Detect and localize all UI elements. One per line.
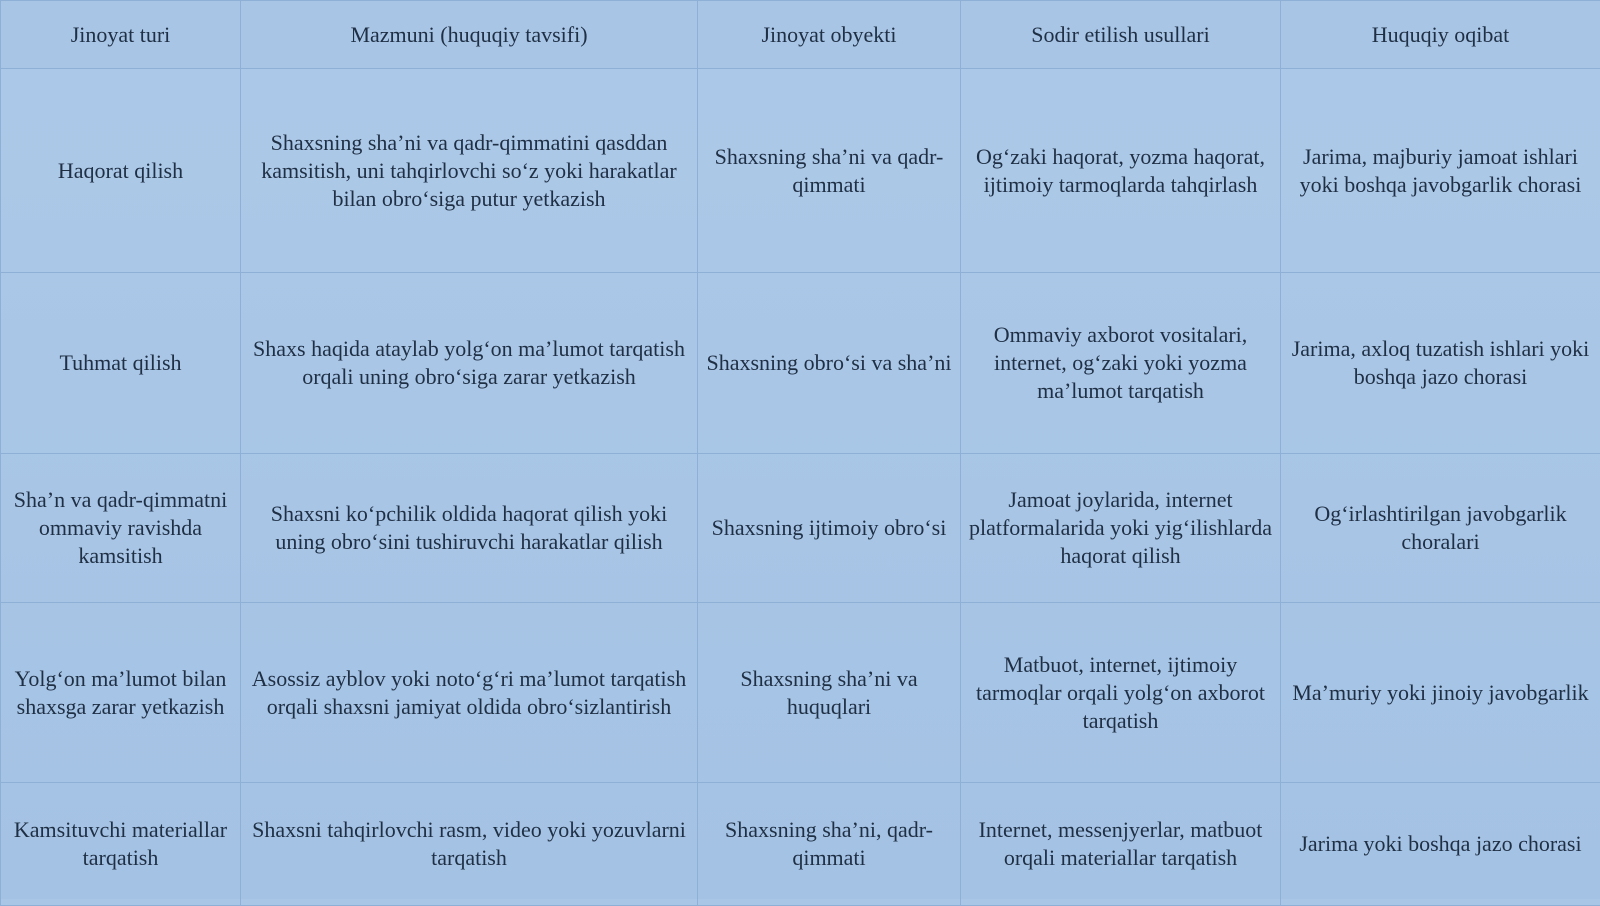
cell-methods: Jamoat joylarida, internet platformalarida yoki yig‘ilishlarda haqorat qilish: [961, 454, 1281, 603]
table-header: [1, 1, 1600, 69]
cell-crime-object: Shaxsning obro‘si va sha’ni: [698, 273, 961, 454]
table-row: [1, 454, 1600, 603]
cell-content: Asossiz ayblov yoki noto‘g‘ri ma’lumot tarqatish orqali shaxsni jamiyat oldida obro‘sizlantirish: [241, 603, 698, 783]
header-crime-type: Jinoyat turi: [1, 1, 241, 69]
cell-crime-object: Shaxsning ijtimoiy obro‘si: [698, 454, 961, 603]
table-row: [1, 273, 1600, 454]
header-methods: Sodir etilish usullari: [961, 1, 1281, 69]
cell-legal-consequence: Jarima, axloq tuzatish ishlari yoki boshqa jazo chorasi: [1281, 273, 1600, 454]
cell-legal-consequence: Jarima, majburiy jamoat ishlari yoki boshqa javobgarlik chorasi: [1281, 69, 1600, 273]
cell-content: Shaxsning sha’ni va qadr-qimmatini qasddan kamsitish, uni tahqirlovchi so‘z yoki harakatlar bilan obro‘siga putur yetkazish: [241, 69, 698, 273]
header-content: Mazmuni (huquqiy tavsifi): [241, 1, 698, 69]
cell-crime-type: Yolg‘on ma’lumot bilan shaxsga zarar yetkazish: [1, 603, 241, 783]
cell-content: Shaxsni ko‘pchilik oldida haqorat qilish yoki uning obro‘sini tushiruvchi harakatlar qilish: [241, 454, 698, 603]
cell-crime-type: Sha’n va qadr-qimmatni ommaviy ravishda kamsitish: [1, 454, 241, 603]
cell-methods: Matbuot, internet, ijtimoiy tarmoqlar orqali yolg‘on axborot tarqatish: [961, 603, 1281, 783]
cell-crime-type: Tuhmat qilish: [1, 273, 241, 454]
header-crime-object: Jinoyat obyekti: [698, 1, 961, 69]
table-body: [1, 69, 1600, 906]
cell-crime-object: Shaxsning sha’ni va huquqlari: [698, 603, 961, 783]
cell-content: Shaxs haqida ataylab yolg‘on ma’lumot tarqatish orqali uning obro‘siga zarar yetkazish: [241, 273, 698, 454]
cell-legal-consequence: Og‘irlashtirilgan javobgarlik choralari: [1281, 454, 1600, 603]
cell-crime-object: Shaxsning sha’ni va qadr-qimmati: [698, 69, 961, 273]
cell-methods: Og‘zaki haqorat, yozma haqorat, ijtimoiy tarmoqlarda tahqirlash: [961, 69, 1281, 273]
cell-crime-type: Haqorat qilish: [1, 69, 241, 273]
table-row: [1, 603, 1600, 783]
cell-crime-object: Shaxsning sha’ni, qadr-qimmati: [698, 783, 961, 906]
cell-crime-type: Kamsituvchi materiallar tarqatish: [1, 783, 241, 906]
header-row: [1, 1, 1600, 69]
cell-content: Shaxsni tahqirlovchi rasm, video yoki yozuvlarni tarqatish: [241, 783, 698, 906]
cell-methods: Internet, messenjyerlar, matbuot orqali materiallar tarqatish: [961, 783, 1281, 906]
header-legal-consequence: Huquqiy oqibat: [1281, 1, 1600, 69]
cell-legal-consequence: Ma’muriy yoki jinoiy javobgarlik: [1281, 603, 1600, 783]
cell-legal-consequence: Jarima yoki boshqa jazo chorasi: [1281, 783, 1600, 906]
table-row: [1, 783, 1600, 906]
table-row: [1, 69, 1600, 273]
cell-methods: Ommaviy axborot vositalari, internet, og‘zaki yoki yozma ma’lumot tarqatish: [961, 273, 1281, 454]
